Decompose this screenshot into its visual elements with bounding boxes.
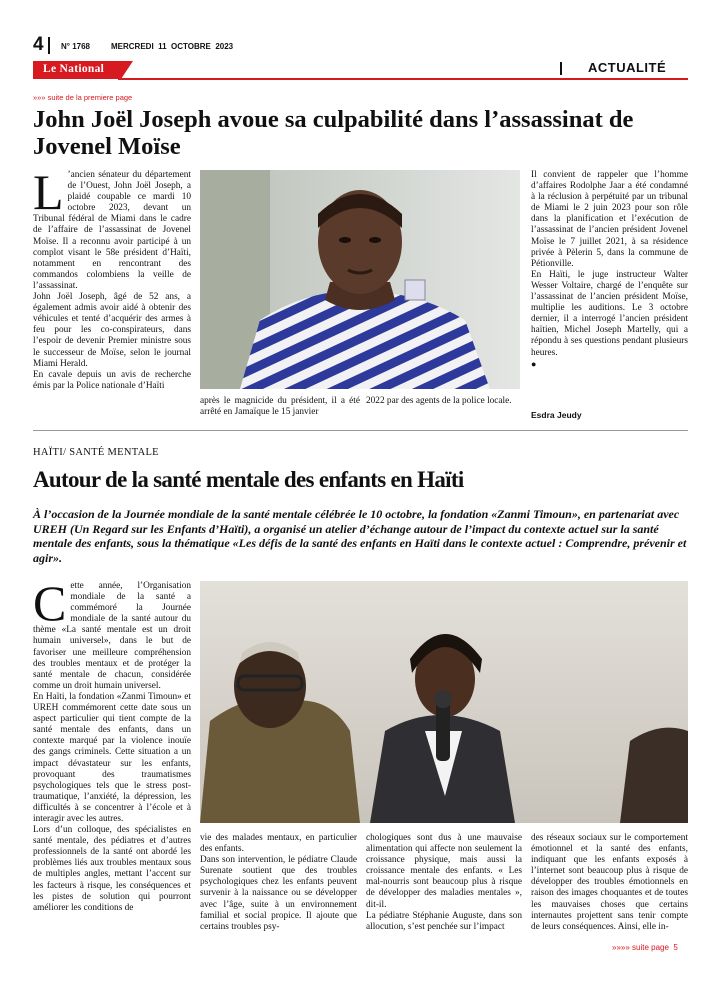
- paragraph: ette année, l’Organisation mondiale de la santé a commémoré la Journée mondiale de la santé autour du thème «La santé mentale est un droit humain universel», dans le but de favoriser une meilleure compréhension des troubles mentaux et de protéger la santé mentale de chacun, considérée comme un droit humain universel.: [33, 581, 191, 691]
- article1-photo: [200, 170, 520, 389]
- article2-lead: À l’occasion de la Journée mondiale de la santé mentale célébrée le 10 octobre, la fondation «Zanmi Timoun», en partenariat avec UREH (Un Regard sur les Enfants d’Haïti), a organisé un atelier d’échange autour de l’impact du contexte actuel sur la santé mentale des enfants, sous la thématique «Les défis de la santé des enfants en Haïti dans le contexte actuel : Comprendre, prévenir et agir».: [33, 507, 687, 565]
- article1-column-2: [200, 396, 360, 418]
- paragraph: des réseaux sociaux sur le comportement émotionnel et la santé des enfants, indiquant que les enfants exposés à l’internet sont beaucoup plus à risque de développer des troubles émotionnels en raison des images choquantes et de toutes les mauvaises choses que certains internautes projettent sans tenir compte de leurs conséquences. Ainsi, elle in-: [531, 833, 688, 932]
- article1-title: John Joël Joseph avoue sa culpabilité dans l’assassinat de Jovenel Moïse: [33, 106, 634, 160]
- byline: Esdra Jeudy: [531, 410, 582, 420]
- paragraph: La pédiatre Stéphanie Auguste, dans son allocution, s’est penchée sur l’impact: [366, 910, 522, 932]
- paragraph: Il convient de rappeler que l’homme d’affaires Rodolphe Jaar a été condamné à la réclusion à perpétuité par un tribunal de Miami le 2 juin 2023 pour son rôle dans la planification et l’exécution de l’assassinat de l’ancien président Jovenel Moïse le 7 juillet 2021, à sa résidence privée à Pèlerin 5, dans la commune de Pétionville.: [531, 170, 688, 269]
- paragraph: ’ancien sénateur du département de l’Ouest, John Joël Joseph, a plaidé coupable ce mardi 10 octobre 2023, devant un Tribunal fédéral de Miami dans le cadre de l’affaire de l’assassinat de Jovenel Moïse. Il a reconnu avoir participé à un complot visant le 58e président d’Haïti, notamment en rencontrant des commandos colombiens la veille de l’assassinat.: [33, 170, 191, 291]
- dropcap: C: [33, 575, 67, 631]
- article2-column-1: [33, 575, 191, 914]
- article1-column-3: [366, 396, 520, 407]
- issue-date: MERCREDI 11 OCTOBRE 2023: [111, 42, 234, 51]
- article1-column-1: [33, 164, 191, 392]
- article2-title: Autour de la santé mentale des enfants en Haïti: [33, 467, 464, 492]
- article2-column-2: [200, 833, 357, 933]
- brand-logo: Le National: [43, 63, 105, 75]
- paragraph: chologiques sont dus à une mauvaise alimentation qui affecte non seulement la croissance physique, mais aussi la croissance mentale des enfants. « Les mal-nourris sont beaucoup plus à risque de développer des maladies mentales », dit-il.: [366, 833, 522, 910]
- continued-link[interactable]: »»»» suite page 5: [612, 943, 678, 952]
- article2-column-3: [366, 833, 522, 933]
- paragraph: En Haïti, le juge instructeur Walter Wesser Voltaire, chargé de l’enquête sur l’assassinat de l’ancien président Moïse, multiplie les auditions. Le 3 octobre dernier, il a interrogé l’ancien président haïtien, Michel Joseph Martelly, qui a répondu à ses questions pendant plusieurs heures.: [531, 269, 688, 358]
- section-label: ACTUALITÉ: [588, 60, 667, 75]
- header-rule: [118, 78, 688, 80]
- section-rule: [33, 430, 688, 431]
- paragraph: Lors d’un colloque, des spécialistes en santé mentale, des pédiatres et d’autres professionnels de la santé ont abordé les problèmes liés aux troubles mentaux sous de multiples angles, mettant l’accent sur les facteurs à risque, les conséquences et les pistes de solution qui pourront améliorer les conditions de: [33, 825, 191, 913]
- article2-rubric: HAÏTI/ SANTÉ MENTALE: [33, 447, 159, 458]
- paragraph: En cavale depuis un avis de recherche émis par la Police nationale d’Haïti: [33, 369, 191, 391]
- article2-column-4: [531, 833, 688, 933]
- issue-number: N° 1768: [61, 42, 90, 51]
- page-number: 4: [33, 34, 44, 55]
- article1-column-4: [531, 170, 688, 371]
- dropcap: L: [33, 164, 64, 220]
- section-divider: [560, 62, 562, 75]
- paragraph: Dans son intervention, le pédiatre Claude Surenate soutient que des troubles psychologiques chez les enfants peuvent survenir à la naissance ou se développer avec l’âge, suite à un environnement familial et social propice. Il ajoute que certains troubles psy-: [200, 855, 357, 932]
- paragraph: après le magnicide du président, il a été arrêté en Jamaïque le 15 janvier: [200, 396, 360, 418]
- paragraph: John Joël Joseph, âgé de 52 ans, a également admis avoir aidé à obtenir des véhicules et tenté d’acquérir des armes à feu pour les co-conspirateurs, dans l’espoir de devenir Premier ministre sous le successeur de Moïse, selon le journal Miami Herald.: [33, 292, 191, 369]
- end-mark-icon: ●: [531, 358, 537, 369]
- paragraph: En Haïti, la fondation «Zanmi Timoun» et UREH commémorent cette date sous un aspect particulier qui tient compte de la santé mentale des enfants, dans un contexte marqué par la violence inouïe des gangs criminels. Cette situation a un impact dévastateur sur les enfants, provoquant des traumatismes psychologiques tels que le stress post-traumatique, l’anxiété, la dépression, les difficultés à se concentrer à l’école et à interagir avec les autres.: [33, 691, 191, 824]
- paragraph: vie des malades mentaux, en particulier des enfants.: [200, 833, 357, 855]
- paragraph: 2022 par des agents de la police locale.: [366, 396, 512, 406]
- continued-from-link[interactable]: »»» suite de la premiere page: [33, 93, 133, 102]
- article2-photo: [200, 581, 688, 823]
- page-number-divider: [48, 37, 50, 54]
